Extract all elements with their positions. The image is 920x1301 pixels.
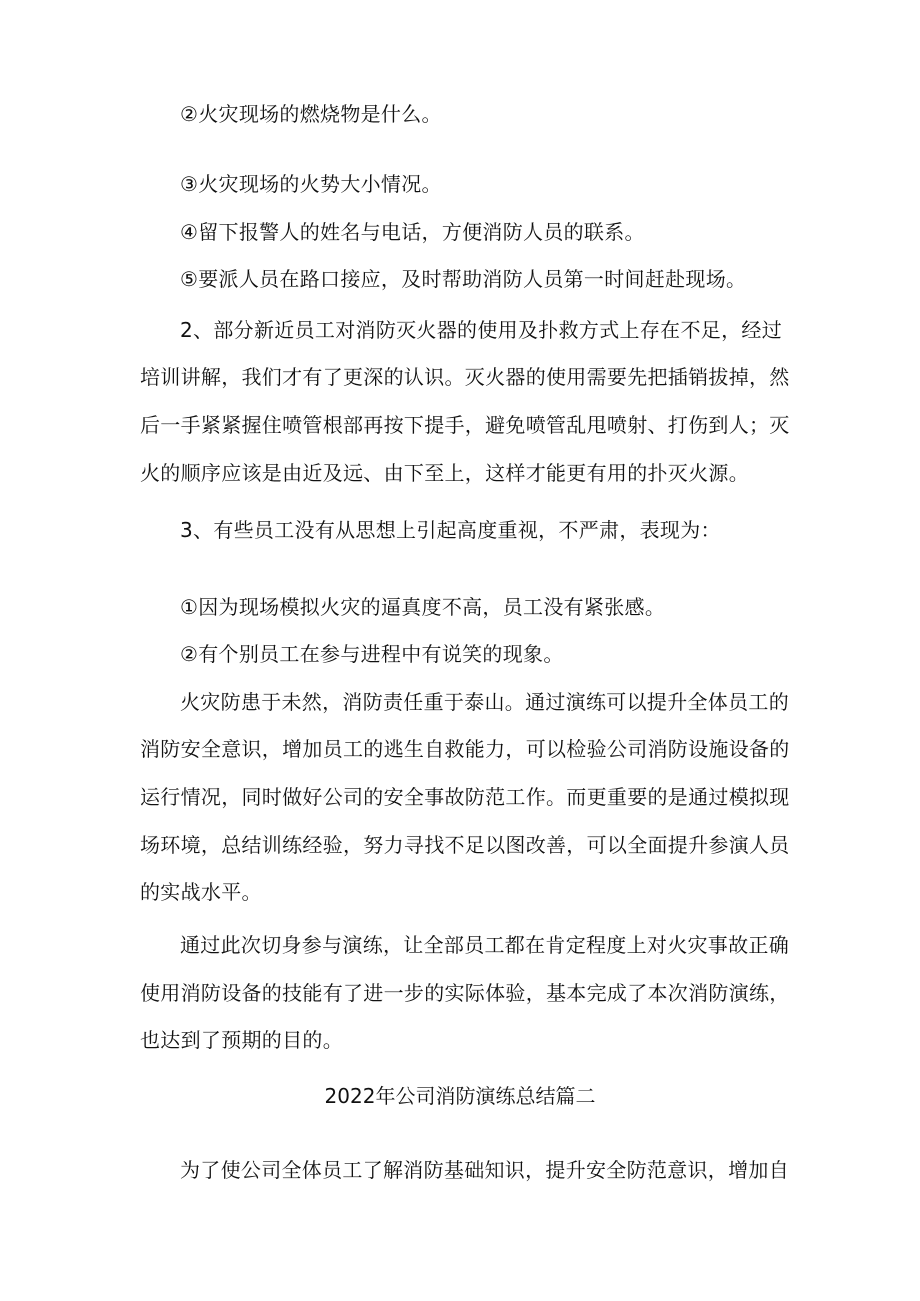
list-item-1-low-realism: ①因为现场模拟火灾的逼真度不高，员工没有紧张感。 [180,595,666,619]
summary-paragraph-line-1: 通过此次切身参与演练，让全部员工都在肯定程度上对火灾事故正确 [180,933,789,957]
list-item-2-joking: ②有个别员工在参与进程中有说笑的现象。 [180,642,564,666]
list-item-5-guide-firefighters: ⑤要派人员在路口接应，及时帮助消防人员第一时间赶赴现场。 [180,267,747,291]
paragraph-2-line-1: 2、部分新近员工对消防灭火器的使用及扑救方式上存在不足，经过 [180,318,782,342]
conclusion-paragraph-line-1: 火灾防患于未然，消防责任重于泰山。通过演练可以提升全体员工的 [180,690,789,714]
conclusion-paragraph-line-4: 场环境，总结训练经验，努力寻找不足以图改善，可以全面提升参演人员 [140,833,790,857]
list-item-2-fire-fuel: ②火灾现场的燃烧物是什么。 [180,102,442,126]
conclusion-paragraph-line-2: 消防安全意识，增加员工的逃生自救能力，可以检验公司消防设施设备的 [140,737,790,761]
next-section-paragraph-line-1: 为了使公司全体员工了解消防基础知识，提升安全防范意识，增加自 [180,1158,789,1182]
summary-paragraph-line-2: 使用消防设备的技能有了进一步的实际体验，基本完成了本次消防演练， [140,981,790,1005]
list-item-4-reporter-contact: ④留下报警人的姓名与电话，方便消防人员的联系。 [180,220,645,244]
paragraph-2-line-3: 后一手紧紧握住喷管根部再按下提手，避免喷管乱甩喷射、打伤到人；灭 [140,413,790,437]
list-item-3-fire-size: ③火灾现场的火势大小情况。 [180,172,442,196]
conclusion-paragraph-line-5: 的实战水平。 [140,880,262,904]
summary-paragraph-line-3: 也达到了预期的目的。 [140,1028,343,1052]
paragraph-3-heading: 3、有些员工没有从思想上引起高度重视，不严肃，表现为： [180,518,721,542]
section-title: 2022年公司消防演练总结篇二 [324,1084,596,1108]
paragraph-2-line-2: 培训讲解，我们才有了更深的认识。灭火器的使用需要先把插销拔掉，然 [140,365,790,389]
paragraph-2-line-4: 火的顺序应该是由近及远、由下至上，这样才能更有用的扑灭火源。 [140,461,749,485]
conclusion-paragraph-line-3: 运行情况，同时做好公司的安全事故防范工作。而更重要的是通过模拟现 [140,785,790,809]
